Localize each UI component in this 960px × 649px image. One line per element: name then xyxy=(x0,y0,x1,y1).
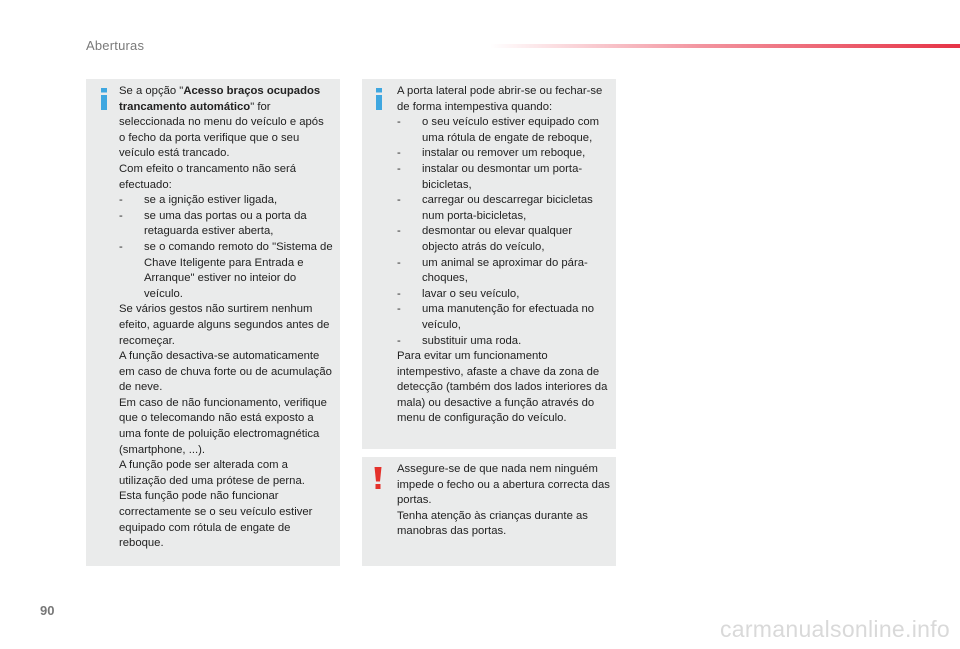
list-item: - uma manutenção for efectuada no veículo, xyxy=(397,302,611,333)
door-safety-text xyxy=(397,462,611,540)
list-item: - um animal se aproximar do pára-choques, xyxy=(397,256,611,287)
paragraph: Com efeito o trancamento não será efectuado: xyxy=(119,162,297,191)
info-icon xyxy=(373,88,385,110)
list-item: - desmontar ou elevar qualquer objecto atrás do veículo, xyxy=(397,224,611,255)
paragraph: Tenha atenção às crianças durante as manobras das portas. xyxy=(397,509,588,538)
list-item: - lavar o seu veículo, xyxy=(397,287,611,303)
condition-list xyxy=(397,115,611,349)
list-item: - instalar ou desmontar um porta-bicicletas, xyxy=(397,162,611,193)
list-item: - instalar ou remover um reboque, xyxy=(397,146,611,162)
warning-icon xyxy=(372,467,384,489)
list-item: - se uma das portas ou a porta da retaguarda estiver aberta, xyxy=(119,209,333,240)
list-item: - carregar ou descarregar bicicletas num porta-bicicletas, xyxy=(397,193,611,224)
paragraph: Para evitar um funcionamento intempestivo, afaste a chave da zona de detecção (também dos lados interiores da mala) ou desactive a função através do menu de configuração do veículo. xyxy=(397,350,608,425)
watermark: carmanualsonline.info xyxy=(719,616,950,642)
auto-lock-text xyxy=(119,84,333,552)
auto-lock-intro xyxy=(119,84,333,162)
side-door-text xyxy=(397,84,611,427)
intro-post: " for seleccionada no menu do veículo e após o fecho da porta verifique que o seu veículo está trancado. xyxy=(119,100,324,160)
section-title: Aberturas xyxy=(86,38,145,53)
header-accent-line xyxy=(490,44,960,48)
info-icon xyxy=(98,88,110,110)
paragraph: A função pode ser alterada com a utilização ded uma prótese de perna. xyxy=(119,459,305,487)
paragraph: A porta lateral pode abrir-se ou fechar-se de forma intempestiva quando: xyxy=(397,85,603,113)
list-item: - se o comando remoto do "Sistema de Chave Iteligente para Entrada e Arranque" estiver no inteior do veículo. xyxy=(119,240,333,302)
paragraph: A função desactiva-se automaticamente em caso de chuva forte ou de acumulação de neve. xyxy=(119,350,332,394)
list-item: - substituir uma roda. xyxy=(397,334,611,350)
condition-list xyxy=(119,193,333,302)
intro-pre: Se a opção " xyxy=(119,85,184,97)
paragraph: Em caso de não funcionamento, verifique que o telecomando não está exposto a uma fonte de poluição electromagnética (smartphone, ...). xyxy=(119,396,327,456)
paragraph: Assegure-se de que nada nem ninguém impede o fecho ou a abertura correcta das portas. xyxy=(397,463,610,507)
list-item: - se a ignição estiver ligada, xyxy=(119,193,333,209)
paragraph: Esta função pode não funcionar correctamente se o seu veículo estiver equipado com rótula de engate de reboque. xyxy=(119,490,313,550)
paragraph: Se vários gestos não surtirem nenhum efeito, aguarde alguns segundos antes de recomeçar. xyxy=(119,303,330,347)
option-name: Acesso braços ocupados trancamento automático xyxy=(119,85,321,113)
list-item: - o seu veículo estiver equipado com uma rótula de engate de reboque, xyxy=(397,115,611,146)
page-number: 90 xyxy=(40,603,55,618)
